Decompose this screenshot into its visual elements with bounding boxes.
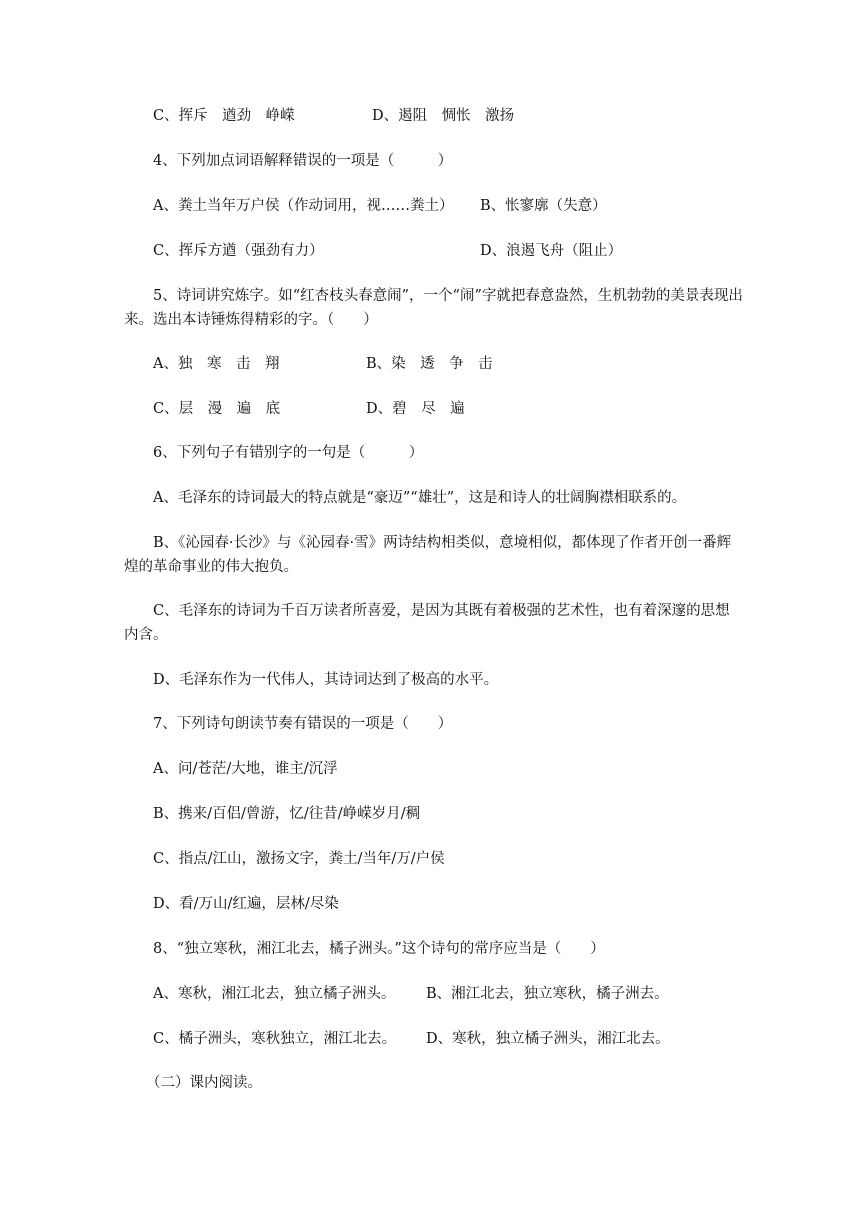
- q4-option-c: C、挥斥方遒（强劲有力）: [153, 243, 324, 259]
- q6-option-d: D、毛泽东作为一代伟人，其诗词达到了极高的水平。: [153, 672, 499, 688]
- q8-option-c: C、橘子洲头，寒秋独立，湘江北去。: [153, 1031, 397, 1047]
- q6-option-a: A、毛泽东的诗词最大的特点就是“豪迈”“雄壮”，这是和诗人的壮阔胸襟相联系的。: [153, 490, 687, 506]
- q3-option-c: C、挥斥 遒劲 峥嵘: [153, 108, 295, 124]
- q8-stem: 8、“独立寒秋，湘江北去，橘子洲头。”这个诗句的常序应当是（ ）: [153, 941, 605, 957]
- q7-stem: 7、下列诗句朗读节奏有错误的一项是（ ）: [153, 716, 453, 732]
- q4-stem: 4、下列加点词语解释错误的一项是（ ）: [153, 153, 453, 169]
- q5-option-d: D、碧 尽 遍: [366, 401, 465, 417]
- q4-option-d: D、浪遏飞舟（阻止）: [480, 243, 623, 259]
- q6-option-c: C、毛泽东的诗词为千百万读者所喜爱，是因为其既有着极强的艺术性，也有着深邃的思想内含。: [124, 603, 730, 643]
- q4-option-b: B、怅寥廓（失意）: [480, 198, 607, 214]
- q7-option-a: A、问/苍茫/大地，谁主/沉浮: [153, 761, 338, 777]
- q5-stem: 5、诗词讲究炼字。如“红杏枝头春意闹”，一个“闹”字就把春意盎然，生机勃勃的美景表现出来。选出本诗锤炼得精彩的字。（ ）: [124, 288, 743, 328]
- q8-option-a: A、寒秋，湘江北去，独立橘子洲头。: [153, 986, 396, 1002]
- q5-option-c: C、层 漫 遍 底: [153, 401, 281, 417]
- q6-stem: 6、下列句子有错别字的一句是（ ）: [153, 445, 424, 461]
- q6-option-b: B、《沁园春·长沙》与《沁园春·雪》两诗结构相类似，意境相似，都体现了作者开创一番辉煌的革命事业的伟大抱负。: [124, 535, 732, 575]
- q7-option-c: C、指点/江山，激扬文字，粪土/当年/万/户侯: [153, 851, 445, 867]
- q5-option-a: A、独 寒 击 翔: [153, 356, 280, 372]
- q8-option-b: B、湘江北去，独立寒秋，橘子洲去。: [426, 986, 669, 1002]
- q7-option-d: D、看/万山/红遍，层林/尽染: [153, 896, 339, 912]
- section-heading: （二）课内阅读。: [146, 1075, 262, 1091]
- q7-option-b: B、携来/百侣/曾游，忆/往昔/峥嵘岁月/稠: [153, 806, 421, 822]
- q3-option-d: D、遏阻 惆怅 激扬: [372, 108, 515, 124]
- q5-option-b: B、染 透 争 击: [366, 356, 493, 372]
- q8-option-d: D、寒秋，独立橘子洲头，湘江北去。: [426, 1031, 670, 1047]
- q4-option-a: A、粪土当年万户侯（作动词用，视……粪土）: [153, 198, 454, 214]
